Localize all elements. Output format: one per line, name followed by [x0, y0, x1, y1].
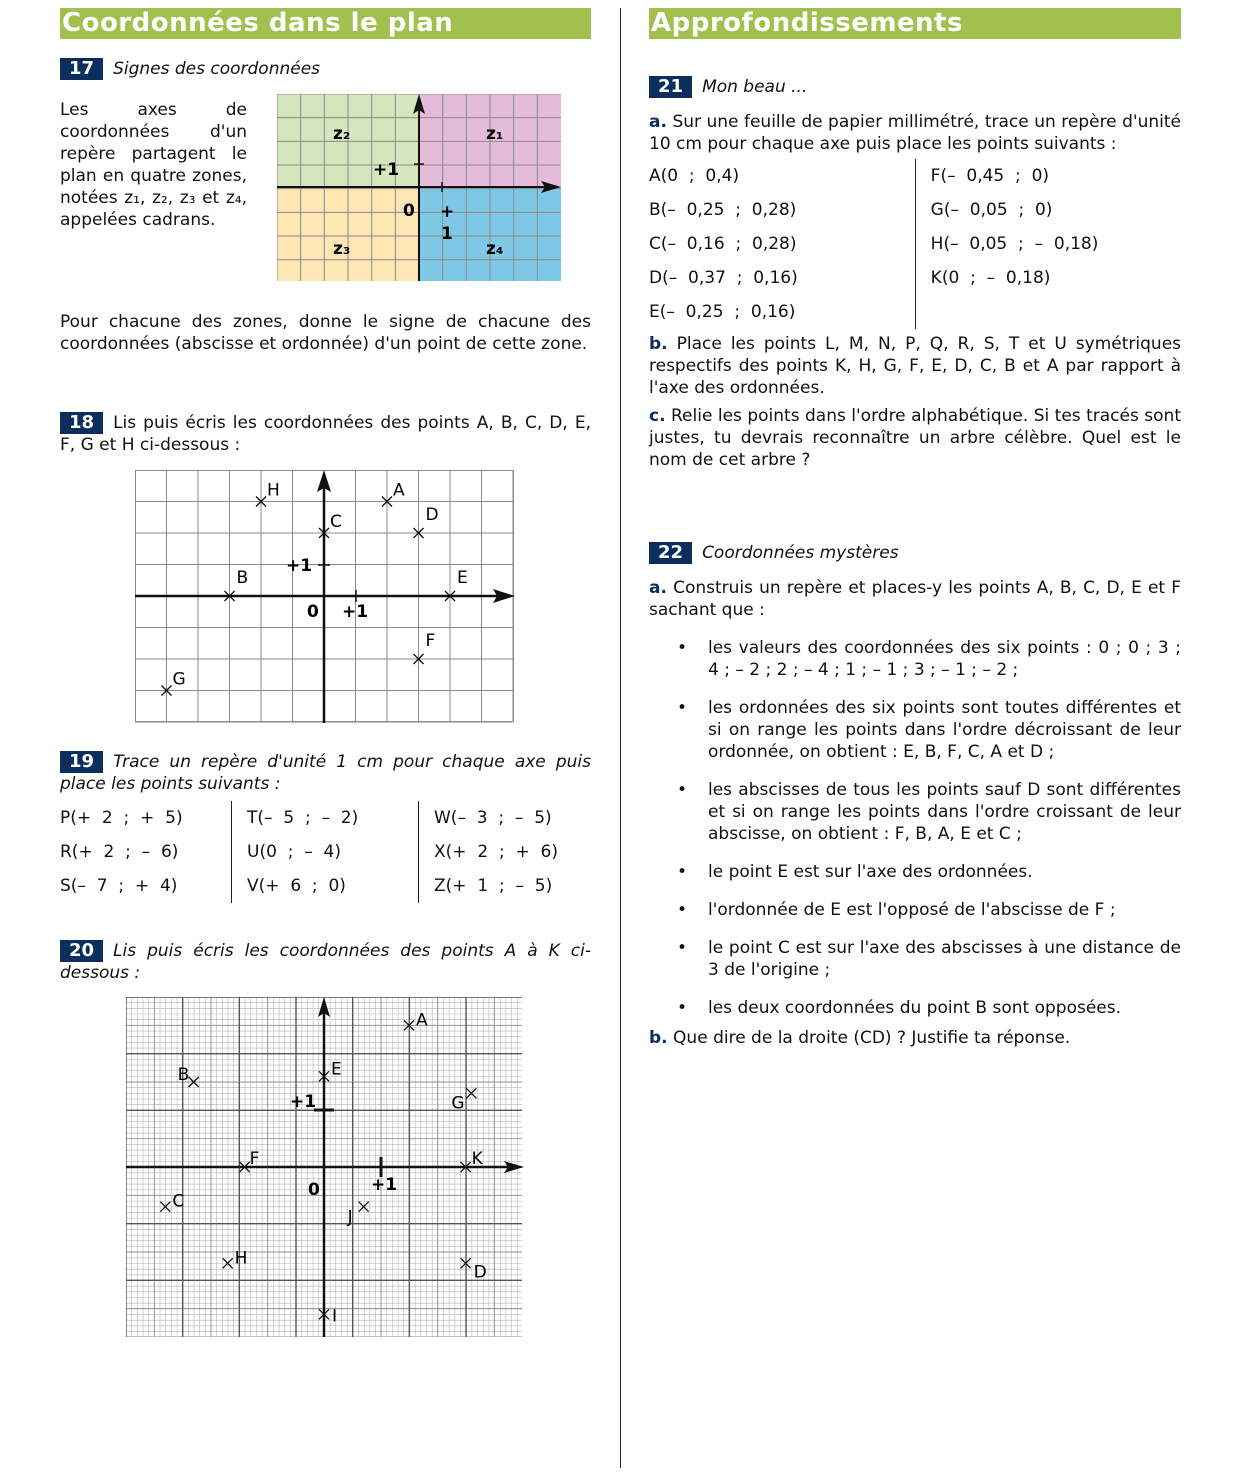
- section-banner-approfondissements: Approfondissements: [649, 8, 1181, 39]
- list-item: • les ordonnées des six points sont toutes différentes et si on range les points dans l'ordre décroissant de leur ordonnée, on obtient : E, B, F, C, A et D ;: [649, 697, 1181, 763]
- point-D-label: D: [425, 505, 439, 525]
- label-plus1-y: +1: [286, 556, 313, 576]
- part-label-b: b.: [649, 1028, 668, 1048]
- left-column: [60, 8, 591, 1327]
- point-G-label: G: [172, 669, 186, 690]
- point-S: S(– 7 ; + 4): [60, 869, 232, 903]
- part-c-text: Relie les points dans l'ordre alphabétique. Si tes tracés sont justes, tu devrais reconnaître un arbre célèbre. Quel est le nom de cet arbre ?: [649, 406, 1181, 470]
- label-origin: 0: [307, 602, 319, 622]
- list-item: • l'ordonnée de E est l'opposé de l'abscisse de F ;: [649, 899, 1181, 921]
- point-D-label: D: [473, 1262, 487, 1283]
- point-U: U(0 ; – 4): [247, 835, 419, 869]
- part-b-text: Que dire de la droite (CD) ? Justifie ta réponse.: [673, 1028, 1071, 1048]
- part-label-b: b.: [649, 334, 668, 354]
- part-a-text: Construis un repère et places-y les points A, B, C, D, E et F sachant que :: [649, 578, 1181, 620]
- part-label-a: a.: [649, 578, 667, 598]
- point-Z: Z(+ 1 ; – 5): [434, 876, 553, 896]
- point-A: A(0 ; 0,4): [649, 159, 915, 193]
- right-column: [649, 8, 1182, 1048]
- point-E-label: E: [331, 1059, 342, 1080]
- point-K: K(0 ; – 0,18): [930, 268, 1051, 288]
- list-item: • les deux coordonnées du point B sont opposées.: [649, 997, 1181, 1019]
- exercise-text: Lis puis écris les coordonnées des points A, B, C, D, E, F, G et H ci-dessous :: [60, 413, 591, 455]
- point-B-label: B: [177, 1064, 190, 1085]
- exercise-18: [60, 412, 591, 690]
- exercise-20: [60, 940, 591, 1327]
- label-plus1-y: +1: [373, 160, 400, 180]
- part-label-a: a.: [649, 112, 667, 132]
- point-H: H(– 0,05 ; – 0,18): [930, 234, 1099, 254]
- label-plus-x: +: [440, 202, 455, 222]
- exercise-22: [649, 542, 1181, 1049]
- exercise-title: Coordonnées mystères: [702, 543, 899, 563]
- point-T: T(– 5 ; – 2): [247, 801, 419, 835]
- exercise-number: 20: [60, 940, 103, 962]
- exercise-question: Pour chacune des zones, donne le signe de chacune des coordonnées (abscisse et ordonnée) d'un point de cette zone.: [60, 312, 591, 354]
- exercise-title: Mon beau ...: [702, 77, 808, 97]
- label-plus1-x: +1: [342, 602, 369, 622]
- point-R: R(+ 2 ; – 6): [60, 835, 232, 869]
- points-18: [162, 481, 468, 696]
- point-V: V(+ 6 ; 0): [247, 869, 419, 903]
- exercise-number: 21: [649, 76, 692, 98]
- point-G-label: G: [451, 1093, 465, 1114]
- point-C-label: C: [172, 1191, 185, 1212]
- exercise-number: 17: [60, 58, 103, 80]
- points-table-19: [60, 801, 585, 903]
- column-divider: [620, 8, 621, 1468]
- label-one-x: 1: [441, 224, 453, 244]
- quadrant-figure: [277, 94, 561, 281]
- point-W: W(– 3 ; – 5): [434, 808, 552, 828]
- exercise-19: [60, 751, 591, 896]
- label-z1: z₁: [486, 124, 504, 144]
- point-A-label: A: [416, 1010, 428, 1031]
- points-table-21: [649, 159, 1181, 329]
- label-origin: 0: [403, 201, 415, 221]
- coordinate-figure-20: [126, 997, 524, 1337]
- point-P: P(+ 2 ; + 5): [60, 801, 232, 835]
- label-plus1-x: +1: [371, 1175, 398, 1195]
- exercise-intro: Les axes de coordonnées d'un repère partagent le plan en quatre zones, notées z₁, z₂, z₃ et z₄, appelées cadrans.: [60, 100, 247, 230]
- exercise-number: 22: [649, 542, 692, 564]
- exercise-17: [60, 58, 591, 354]
- list-item: • les abscisses de tous les points sauf D sont différentes et si on range les points dans l'ordre croissant de leur abscisse, on obtient : F, B, A, E et C ;: [649, 779, 1181, 845]
- part-label-c: c.: [649, 406, 666, 426]
- list-item: • les valeurs des coordonnées des six points : 0 ; 0 ; 3 ; 4 ; – 2 ; 2 ; – 4 ; 1 ; – 1 ; 3 ; – 1 ; – 2 ;: [649, 637, 1181, 681]
- point-B-label: B: [236, 568, 249, 588]
- part-a-text: Sur une feuille de papier millimétré, trace un repère d'unité 10 cm pour chaque axe puis place les points suivants :: [649, 112, 1181, 154]
- exercise-21: [649, 76, 1181, 471]
- point-B: B(– 0,25 ; 0,28): [649, 193, 915, 227]
- point-E-label: E: [457, 568, 468, 588]
- list-item: • le point C est sur l'axe des abscisses à une distance de 3 de l'origine ;: [649, 937, 1181, 981]
- point-H-label: H: [234, 1248, 248, 1269]
- point-C: C(– 0,16 ; 0,28): [649, 227, 915, 261]
- point-X: X(+ 2 ; + 6): [434, 842, 558, 862]
- point-F-label: F: [249, 1149, 260, 1169]
- exercise-number: 19: [60, 751, 103, 773]
- label-origin: 0: [308, 1180, 320, 1200]
- list-item: • le point E est sur l'axe des ordonnées.: [649, 861, 1181, 883]
- point-G: G(– 0,05 ; 0): [930, 200, 1053, 220]
- point-K-label: K: [471, 1149, 483, 1169]
- coordinate-figure-18: [135, 470, 515, 723]
- exercise-text: Trace un repère d'unité 1 cm pour chaque axe puis place les points suivants :: [60, 752, 591, 794]
- point-J-label: J: [347, 1207, 353, 1228]
- section-banner-coordonnees: Coordonnées dans le plan: [60, 8, 591, 39]
- point-C-label: C: [330, 512, 342, 532]
- point-D: D(– 0,37 ; 0,16): [649, 261, 915, 295]
- point-F-label: F: [425, 631, 436, 651]
- point-A-label: A: [393, 480, 405, 501]
- label-z2: z₂: [333, 124, 351, 144]
- label-z4: z₄: [486, 239, 504, 259]
- point-E: E(– 0,25 ; 0,16): [649, 295, 915, 329]
- conditions-list: [649, 637, 1181, 1019]
- part-b-text: Place les points L, M, N, P, Q, R, S, T et U symétriques respectifs des points K, H, G, F, E, D, C, B et A par rapport à l'axe des ordonnées.: [649, 334, 1182, 398]
- point-F: F(– 0,45 ; 0): [930, 166, 1050, 186]
- point-I-label: I: [332, 1306, 338, 1327]
- label-z3: z₃: [333, 239, 351, 259]
- exercise-text: Lis puis écris les coordonnées des points A à K ci-dessous :: [60, 941, 591, 983]
- exercise-number: 18: [60, 412, 103, 434]
- exercise-title: Signes des coordonnées: [113, 59, 321, 79]
- label-plus1-y: +1: [290, 1092, 317, 1112]
- point-H-label: H: [267, 480, 280, 501]
